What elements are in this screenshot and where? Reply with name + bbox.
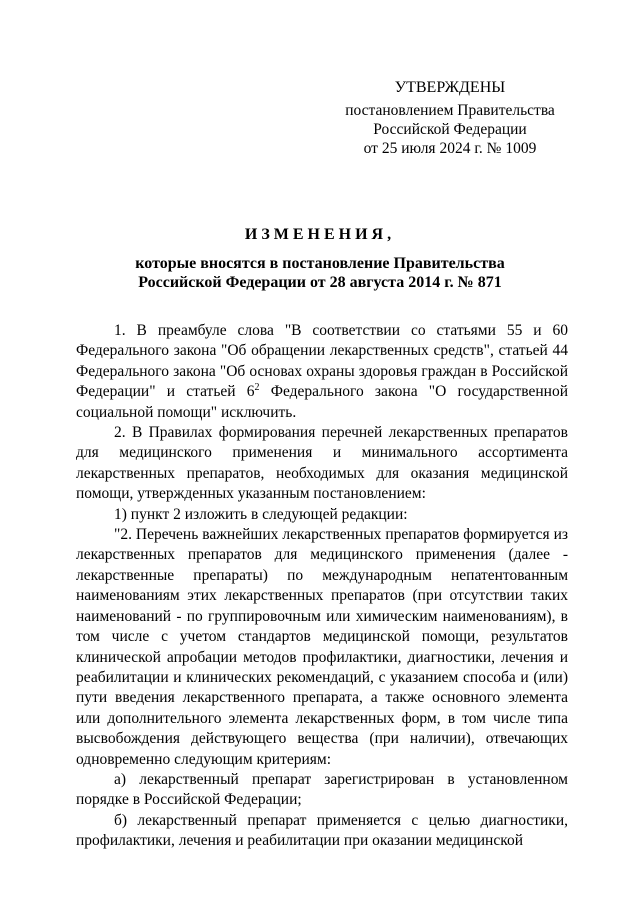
paragraph-2: 2. В Правилах формирования перечней лекарственных препаратов для медицинского применения и минимального ассортимента лекарственных препаратов, необходимых для оказания медицинской помощи, утвержденных указанным постановлением: [76,424,568,503]
document-title: ИЗМЕНЕНИЯ, [244,226,396,243]
approval-line-3: от 25 июля 2024 г. № 1009 [363,140,537,157]
paragraph-6: б) лекарственный препарат применяется с целью диагностики, профилактики, лечения и реабилитации при оказании медицинской [76,811,568,850]
paragraph-1-superscript: 2 [254,382,260,394]
document-title-block [60,226,580,292]
document-body [76,321,568,852]
paragraph-1 [76,321,568,423]
paragraph-1-part-2: Федерального закона "О государственной социальной помощи" исключить. [76,383,568,421]
paragraph-3: 1) пункт 2 изложить в следующей редакции: [114,505,408,523]
subtitle-line-2: Российской Федерации от 28 августа 2014 г. № 871 [138,274,502,291]
paragraph-4: "2. Перечень важнейших лекарственных препаратов формируется из лекарственных препаратов для медицинского применения (далее - лекарственные препараты) по международным непатентованным наименованиям этих лекарственных препаратов (при отсутствии таких наименований - по группировочным или химическим наименованиям), в том числе с учетом стандартов медицинской помощи, результатов клинической апробации методов профилактики, диагностики, лечения и реабилитации и клинических рекомендаций, с указанием способа и (или) пути введения лекарственного препарата, а также основного элемента или дополнительного элемента лекарственных форм, в том числе типа высвобождения действующего вещества (при наличии), отвечающих одновременно следующим критериям: [76,526,568,768]
paragraph-5: а) лекарственный препарат зарегистрирован в установленном порядке в Российской Федерации; [76,770,568,809]
approval-line-2: Российской Федерации [373,121,527,138]
subtitle-line-1: которые вносятся в постановление Правительства [135,255,505,272]
approval-heading: УТВЕРЖДЕНЫ [394,79,506,96]
approval-block [340,78,560,158]
document-subtitle [60,254,580,292]
paragraph-1-part-1: 1. В преамбуле слова "В соответствии со статьями 55 и 60 Федерального закона "Об обращении лекарственных средств", статьей 44 Федерального закона "Об основах охраны здоровья граждан в Российской Федерации" и статьей 6 [76,322,568,401]
approval-line-1: постановлением Правительства [345,102,555,119]
